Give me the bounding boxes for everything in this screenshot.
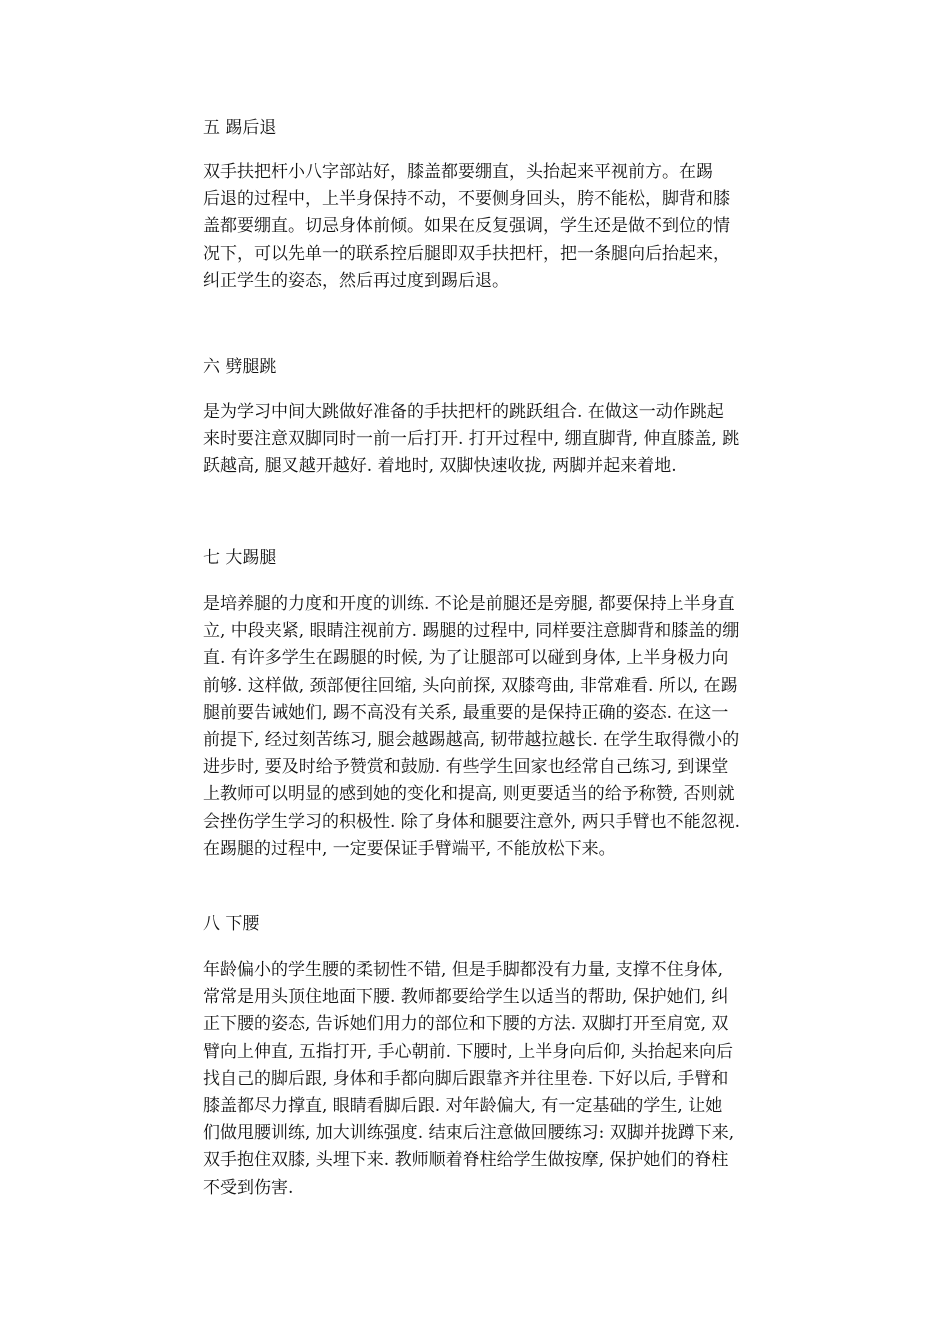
- section-title-8: 八 下腰: [203, 914, 260, 934]
- paragraph-line: 年龄偏小的学生腰的柔韧性不错, 但是手脚都没有力量, 支撑不住身体,: [203, 960, 724, 980]
- paragraph-line: 进步时, 要及时给予赞赏和鼓励. 有些学生回家也经常自己练习, 到课堂: [203, 757, 729, 778]
- section-title-7: 七 大踢腿: [203, 548, 277, 568]
- paragraph-line: 会挫伤学生学习的积极性. 除了身体和腿要注意外, 两只手臂也不能忽视.: [203, 811, 741, 832]
- section-title-6: 六 劈腿跳: [203, 357, 277, 377]
- paragraph-line: 臂向上伸直, 五指打开, 手心朝前. 下腰时, 上半身向后仰, 头抬起来向后: [203, 1041, 734, 1062]
- section-body-7: [203, 591, 823, 863]
- section-body-6: [203, 399, 823, 481]
- paragraph-line: 找自己的脚后跟, 身体和手都向脚后跟靠齐并往里卷. 下好以后, 手臂和: [203, 1068, 729, 1089]
- paragraph-line: 况下，可以先单一的联系控后腿即双手扶把杆，把一条腿向后抬起来，: [203, 243, 730, 264]
- paragraph-line: 盖都要绷直。切忌身体前倾。如果在反复强调，学生还是做不到位的情: [203, 216, 730, 237]
- paragraph-line: 上教师可以明显的感到她的变化和提高, 则更要适当的给予称赞, 否则就: [203, 784, 735, 805]
- paragraph-line: 是为学习中间大跳做好准备的手扶把杆的跳跃组合. 在做这一动作跳起: [203, 402, 724, 422]
- paragraph-line: 正下腰的姿态, 告诉她们用力的部位和下腰的方法. 双脚打开至肩宽, 双: [203, 1014, 729, 1035]
- paragraph-line: 不受到伤害.: [203, 1177, 294, 1198]
- paragraph-line: 前提下, 经过刻苦练习, 腿会越踢越高, 韧带越拉越长. 在学生取得微小的: [203, 729, 740, 750]
- paragraph-line: 来时要注意双脚同时一前一后打开. 打开过程中, 绷直脚背, 伸直膝盖, 跳: [203, 429, 740, 450]
- paragraph-line: 是培养腿的力度和开度的训练. 不论是前腿还是旁腿, 都要保持上半身直: [203, 594, 735, 614]
- paragraph-line: 后退的过程中，上半身保持不动，不要侧身回头，胯不能松，脚背和膝: [203, 189, 730, 210]
- paragraph-line: 前够. 这样做, 颈部便往回缩, 头向前探, 双膝弯曲, 非常难看. 所以, 在踢: [203, 675, 738, 696]
- section-title-5: 五 踢后退: [203, 118, 277, 138]
- paragraph-line: 双手抱住双膝, 头埋下来. 教师顺着脊柱给学生做按摩, 保护她们的脊柱: [203, 1150, 729, 1171]
- paragraph-line: 在踢腿的过程中, 一定要保证手臂端平, 不能放松下来。: [203, 838, 616, 859]
- paragraph-line: 纠正学生的姿态，然后再过度到踢后退。: [203, 270, 509, 291]
- paragraph-line: 跃越高, 腿叉越开越好. 着地时, 双脚快速收拢, 两脚并起来着地.: [203, 456, 677, 477]
- paragraph-line: 腿前要告诫她们, 踢不高没有关系, 最重要的是保持正确的姿态. 在这一: [203, 702, 729, 723]
- section-body-8: [203, 957, 823, 1202]
- paragraph-line: 双手扶把杆小八字部站好，膝盖都要绷直，头抬起来平视前方。在踢: [203, 162, 713, 182]
- section-body-5: [203, 159, 823, 295]
- paragraph-line: 立, 中段夹紧, 眼睛注视前方. 踢腿的过程中, 同样要注意脚背和膝盖的绷: [203, 621, 740, 642]
- paragraph-line: 常常是用头顶住地面下腰. 教师都要给学生以适当的帮助, 保护她们, 纠: [203, 987, 729, 1008]
- paragraph-line: 膝盖都尽力撑直, 眼睛看脚后跟. 对年龄偏大, 有一定基础的学生, 让她: [203, 1095, 723, 1116]
- paragraph-line: 们做甩腰训练, 加大训练强度. 结束后注意做回腰练习: 双脚并拢蹲下来,: [203, 1123, 735, 1144]
- paragraph-line: 直. 有许多学生在踢腿的时候, 为了让腿部可以碰到身体, 上半身极力向: [203, 648, 729, 669]
